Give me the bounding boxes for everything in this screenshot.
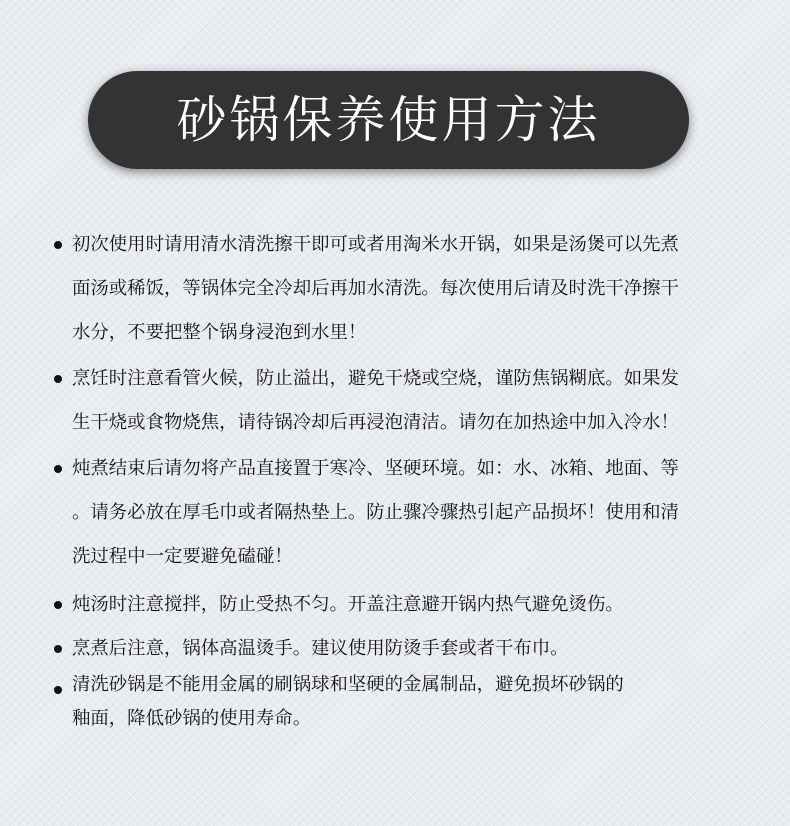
- tip-5-line-1: 烹煮后注意，锅体高温烫手。建议使用防烫手套或者干布巾。: [72, 638, 569, 659]
- tip-2-line-1: 烹饪时注意看管火候，防止溢出，避免干烧或空烧，谨防焦锅糊底。如果发: [72, 368, 679, 389]
- tip-4-line-1: 炖汤时注意搅拌，防止受热不匀。开盖注意避开锅内热气避免烫伤。: [72, 594, 624, 615]
- tip-3-line-1: 炖煮结束后请勿将产品直接置于寒冷、坚硬环境。如：水、冰箱、地面、等: [72, 458, 679, 479]
- bullet-dot: [54, 465, 62, 473]
- bullet-dot: [54, 241, 62, 249]
- tip-2-line-2: 生干烧或食物烧焦，请待锅冷却后再浸泡清洁。请勿在加热途中加入冷水！: [72, 412, 679, 433]
- page-title: 砂锅保养使用方法: [176, 91, 601, 149]
- tip-6-line-1: 清洗砂锅是不能用金属的刷锅球和坚硬的金属制品，避免损坏砂锅的: [72, 674, 624, 695]
- tip-1-line-1: 初次使用时请用清水清洗擦干即可或者用淘米水开锅，如果是汤煲可以先煮: [72, 234, 679, 255]
- bullet-dot: [54, 686, 62, 694]
- tip-3-line-2: 。请务必放在厚毛巾或者隔热垫上。防止骤冷骤热引起产品损坏！使用和清: [72, 502, 679, 523]
- bullet-dot: [54, 601, 62, 609]
- tip-6-line-2: 釉面，降低砂锅的使用寿命。: [72, 708, 312, 729]
- tip-1-line-3: 水分，不要把整个锅身浸泡到水里！: [72, 322, 367, 343]
- tip-1-line-2: 面汤或稀饭，等锅体完全冷却后再加水清洗。每次使用后请及时洗干净擦干: [72, 278, 679, 299]
- bullet-dot: [54, 645, 62, 653]
- bullet-dot: [54, 375, 62, 383]
- tip-3-line-3: 洗过程中一定要避免磕碰！: [72, 546, 293, 567]
